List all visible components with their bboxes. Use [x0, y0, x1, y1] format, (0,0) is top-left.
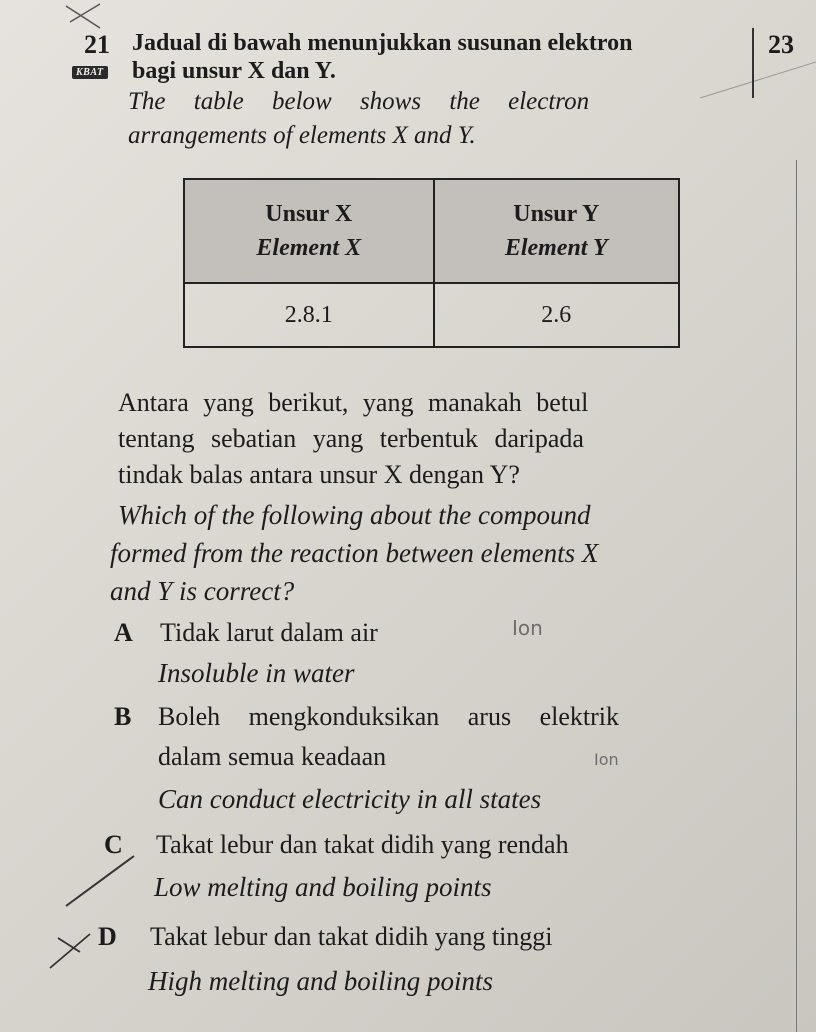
option-c-letter[interactable]: C — [104, 830, 123, 859]
option-c-malay[interactable]: Takat lebur dan takat didih yang rendah — [156, 830, 569, 859]
option-b-malay-line1[interactable]: Boleh mengkonduksikan arus elektrik — [158, 702, 619, 731]
table-row — [184, 283, 679, 347]
option-d-malay[interactable]: Takat lebur dan takat didih yang tinggi — [150, 922, 553, 951]
page-edge-rule — [796, 160, 797, 1032]
option-d-english[interactable]: High melting and boiling points — [148, 966, 494, 996]
header-y-english: Element Y — [504, 235, 608, 261]
table-header-row — [184, 179, 679, 283]
option-a-malay[interactable]: Tidak larut dalam air — [160, 618, 378, 647]
pencil-slash-option-c — [66, 856, 134, 906]
stem-english-line1: The table below shows the electron — [128, 88, 590, 115]
electron-arrangement-table — [183, 178, 680, 348]
stem-malay-line2: bagi unsur X dan Y. — [132, 58, 336, 84]
page-number-divider — [752, 28, 754, 98]
table-header-x — [184, 179, 434, 283]
option-b-letter[interactable]: B — [114, 702, 132, 731]
pencil-cross-mark-top — [66, 4, 100, 28]
pencil-note-a: Ion — [512, 616, 543, 640]
prompt-english-line3: and Y is correct? — [110, 576, 295, 606]
option-c-english[interactable]: Low melting and boiling points — [154, 872, 492, 902]
prompt-english-line1: Which of the following about the compound — [118, 500, 591, 530]
prompt-english-line2: formed from the reaction between elements X — [110, 538, 599, 568]
table-cell-x: 2.8.1 — [184, 283, 434, 347]
header-x-malay: Unsur X — [265, 201, 353, 227]
option-d-letter[interactable]: D — [98, 922, 117, 951]
option-a-letter[interactable]: A — [114, 618, 133, 647]
option-b-malay-line2[interactable]: dalam semua keadaan — [158, 742, 387, 771]
stem-malay-line1: Jadual di bawah menunjukkan susunan elektron — [132, 30, 633, 56]
prompt-malay-line2: tentang sebatian yang terbentuk daripada — [118, 424, 584, 453]
kbat-tag: KBAT — [72, 66, 108, 79]
header-x-english: Element X — [256, 235, 362, 261]
option-a-english[interactable]: Insoluble in water — [158, 658, 355, 688]
page-corner-line — [700, 62, 816, 98]
table-cell-y: 2.6 — [434, 283, 679, 347]
option-b-english[interactable]: Can conduct electricity in all states — [158, 784, 542, 814]
pencil-note-b: Ion — [594, 750, 619, 769]
header-y-malay: Unsur Y — [513, 201, 600, 227]
page-number: 23 — [768, 30, 794, 59]
prompt-malay-line1: Antara yang berikut, yang manakah betul — [118, 388, 589, 417]
prompt-malay-line3: tindak balas antara unsur X dengan Y? — [118, 460, 520, 489]
question-number: 21 — [84, 30, 110, 59]
table-header-y — [434, 179, 679, 283]
pencil-cross-option-d — [50, 934, 90, 968]
stem-english-line2: arrangements of elements X and Y. — [128, 122, 476, 149]
